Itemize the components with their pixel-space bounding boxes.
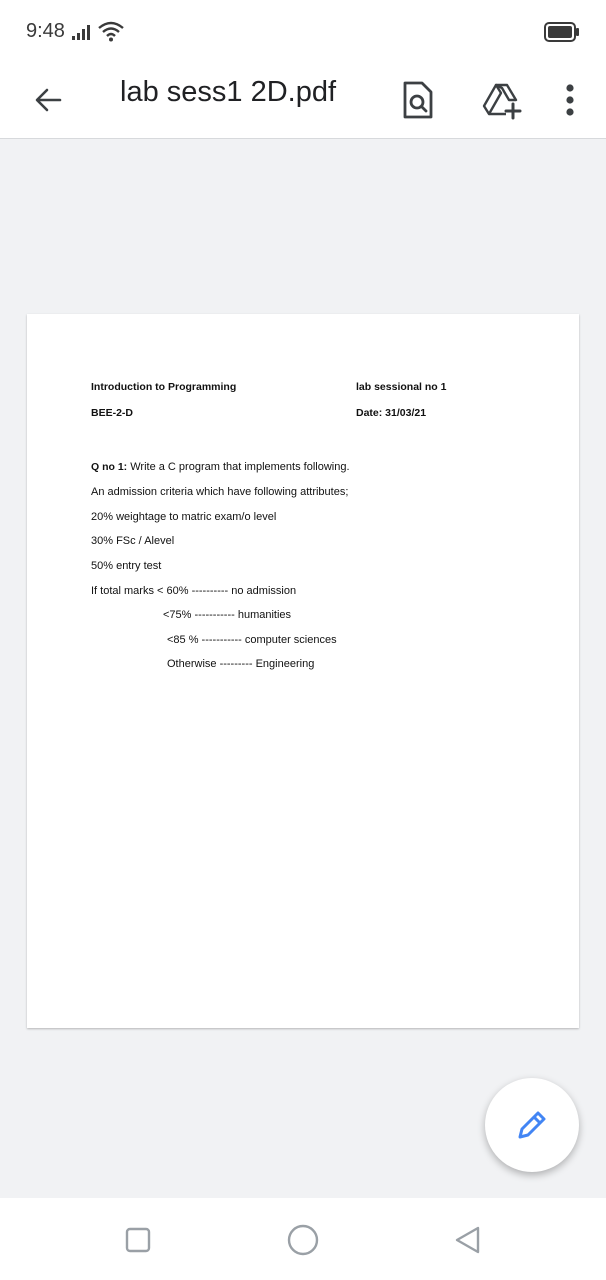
doc-line: 30% FSc / Alevel <box>91 535 175 547</box>
wifi-icon <box>96 20 126 42</box>
doc-line: If total marks < 60% ---------- no admission <box>91 585 297 597</box>
edit-pencil-icon <box>514 1107 550 1143</box>
add-to-drive-button[interactable] <box>478 76 526 124</box>
doc-line: An admission criteria which have following attributes; <box>91 486 349 498</box>
pdf-page <box>27 314 579 1028</box>
doc-line: 50% entry test <box>91 560 162 572</box>
edit-fab-button[interactable] <box>485 1078 579 1172</box>
document-title: lab sess1 2D.pdf <box>120 76 337 108</box>
add-to-drive-icon <box>478 76 526 124</box>
home-circle-icon <box>283 1220 323 1260</box>
question-line <box>91 461 350 473</box>
course-title: Introduction to Programming <box>91 381 237 393</box>
nav-back-button[interactable] <box>448 1220 488 1260</box>
system-nav-bar <box>0 1198 606 1280</box>
question-text: Write a C program that implements following. <box>127 461 350 473</box>
status-time: 9:48 <box>26 20 65 42</box>
home-button[interactable] <box>283 1220 323 1260</box>
status-bar <box>0 0 606 62</box>
lab-date: Date: 31/03/21 <box>356 407 427 419</box>
doc-line: Otherwise --------- Engineering <box>167 658 315 670</box>
app-bar <box>0 62 606 139</box>
doc-line: <85 % ----------- computer sciences <box>167 634 337 646</box>
doc-line: <75% ----------- humanities <box>163 609 292 621</box>
recents-square-icon <box>118 1220 158 1260</box>
battery-icon <box>544 22 580 42</box>
lab-number: lab sessional no 1 <box>356 381 447 393</box>
find-in-page-icon <box>394 76 442 124</box>
class-section: BEE-2-D <box>91 407 134 419</box>
recents-button[interactable] <box>118 1220 158 1260</box>
find-in-page-button[interactable] <box>394 76 442 124</box>
question-label: Q no 1: <box>91 461 128 473</box>
more-options-button[interactable] <box>546 76 594 124</box>
back-triangle-icon <box>448 1220 488 1260</box>
back-arrow-icon <box>26 76 74 124</box>
more-vert-icon <box>546 76 594 124</box>
signal-icon <box>72 24 92 40</box>
doc-line: 20% weightage to matric exam/o level <box>91 511 277 523</box>
back-button[interactable] <box>26 76 74 124</box>
